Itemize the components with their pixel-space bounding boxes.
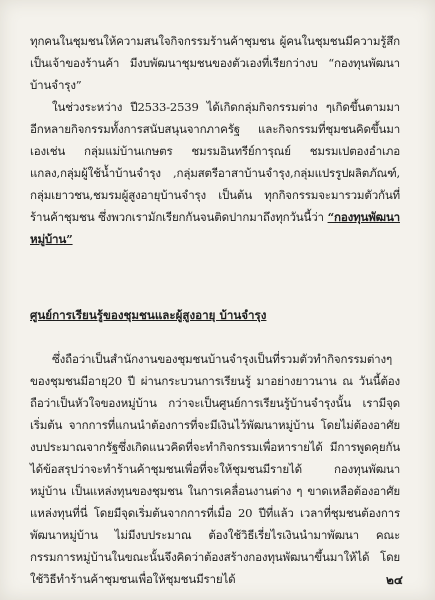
paragraph-1	[30, 30, 400, 96]
paragraph-3: ซึ่งถือว่าเป็นสำนักงานของชุมชนบ้านจำรุงเป็นที่รวมตัวทำกิจกรรมต่างๆของชุมชนมีอายุ20 ปี ผ่านกระบวนการเรียนรู้ มาอย่างยาวนาน ณ วันนี้ต้องถือว่าเป็นหัวใจของหมู่บ้าน กว่าจะเป็นศูนย์การเรียนรู้บ้านจำรุงนั้น เรามีจุดเริ่มต้น จากการที่แกนนำต้องการที่จะมีเงินไว้พัฒนาหมู่บ้าน โดยไม่ต้องอาศัยงบประมาณจากรัฐซึ่งเกิดแนวคิดที่จะทำกิจกรรมเพื่อหารายได้ มีการพูดคุยกันได้ข้อสรุปว่าจะทำร้านค้าชุมชนเพื่อที่จะให้ชุมชนมีรายได้ กองทุนพัฒนาหมู่บ้าน เป็นแหล่งทุนของชุมชน ในการเคลื่อนงานต่าง ๆ ขาดเหลือต้องอาศัยแหล่งทุนที่นี่ โดยมีจุดเริ่มต้นจากการที่เมื่อ 20 ปีที่แล้ว เวลาที่ชุมชนต้องการพัฒนาหมู่บ้าน ไม่มีงบประมาณ ต้องใช้วิธีเรี่ยไรเงินนำมาพัฒนา คณะกรรมการหมู่บ้านในขณะนั้นจึงคิดว่าต้องสร้างกองทุนพัฒนาขึ้นมาให้ได้ โดยใช้วิธีทำร้านค้าชุมชนเพื่อให้ชุมชนมีรายได้	[30, 352, 400, 586]
page-number: ๒๔	[386, 573, 403, 587]
paragraph-2-text: ในช่วงระหว่าง ปี2533-2539 ได้เกิดกลุ่มกิจกรรมต่าง ๆเกิดขึ้นตามมา อีกหลายกิจกรรมทั้งการสนับสนุนจากภาครัฐ และกิจกรรมที่ชุมชนคิดขึ้นมาเองเช่น กลุ่มแม่บ้านเกษตร ชมรมอินทรีย์การุณย์ ชมรมเปตองอำเภอแกลง,กลุ่มผู้ใช้น้ำบ้านจำรุง ,กลุ่มสตรีอาสาบ้านจำรุง,กลุ่มแปรรูปผลิตภัณฑ์, กลุ่มเยาวชน,ชมรมผู้สูงอายุบ้านจำรุง เป็นต้น ทุกกิจกรรมจะมารวมตัวกันที่ร้านค้าชุมชน ซึ่งพวกเรามักเรียกกันจนติดปากมาถึงทุกวันนี้ว่า	[30, 100, 400, 224]
section-heading: ศูนย์การเรียนรู้ของชุมชนและผู้สูงอายุ บ้านจำรุง	[30, 308, 267, 322]
paragraph-2-emphasis: “กองทุนพัฒนาหมู่บ้าน”	[30, 210, 400, 246]
paragraph-1-quote: “กองทุนพัฒนาบ้านจำรุง”	[30, 56, 400, 92]
paragraph-2	[30, 96, 400, 250]
paragraph-1-text: ทุกคนในชุมชนให้ความสนใจกิจกรรมร้านค้าชุมชน ผู้คนในชุมชนมีความรู้สึกเป็นเจ้าของร้านค้า มีงบพัฒนาชุมชนของตัวเองที่เรียกว่างบ	[30, 34, 400, 70]
